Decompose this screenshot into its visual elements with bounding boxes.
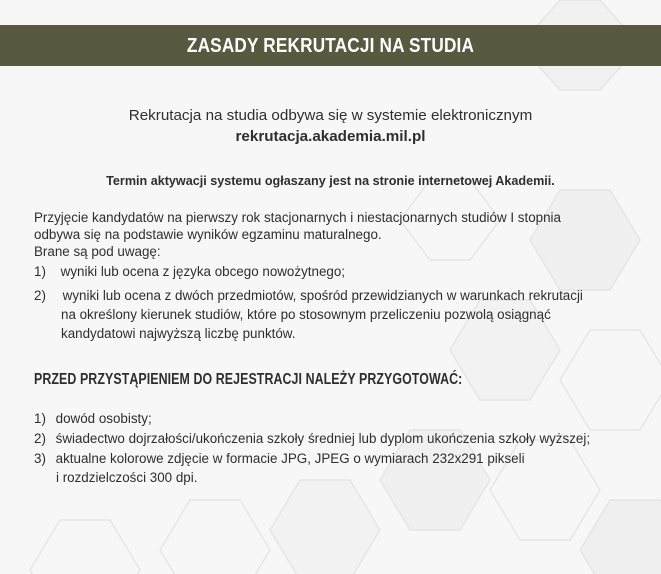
activation-notice: Termin aktywacji systemu ogłaszany jest na stronie internetowej Akademii.	[106, 174, 555, 188]
prepare-list-item	[34, 430, 590, 447]
prepare-list-item	[34, 410, 152, 427]
prepare-list-item-continuation: i rozdzielczości 300 dpi.	[56, 470, 198, 485]
admission-text-line-1: Przyjęcie kandydatów na pierwszy rok stacjonarnych i niestacjonarnych studiów I stopnia	[34, 210, 561, 225]
list-item-text: aktualne kolorowe zdjęcie w formacie JPG, JPEG o wymiarach 232x291 pikseli	[55, 451, 525, 466]
list-item-text: wyniki lub ocena z dwóch przedmiotów, spośród przewidzianych w warunkach rekrutacji	[62, 288, 583, 303]
admission-list-item-continuation: kandydatowi najwyższą liczbę punktów.	[61, 326, 296, 341]
intro-text: Rekrutacja na studia odbywa się w systemie elektronicznym	[128, 107, 533, 124]
admission-list-item	[34, 287, 583, 304]
admission-list-item-continuation: na określony kierunek studiów, które po stosownym przeliczeniu pozwolą osiągnąć	[61, 307, 551, 322]
list-number: 1)	[34, 411, 46, 426]
admission-list-item	[34, 263, 345, 280]
list-number: 3)	[34, 451, 46, 466]
admission-text-line-3: Brane są pod uwagę:	[34, 244, 161, 259]
prepare-list-item	[34, 450, 525, 467]
list-number: 1)	[34, 264, 46, 279]
list-item-text: wyniki lub ocena z języka obcego nowożytnego;	[60, 264, 346, 279]
recruitment-link[interactable]: rekrutacja.akademia.mil.pl	[235, 128, 426, 145]
list-number: 2)	[34, 431, 46, 446]
page-title: ZASADY REKRUTACJI NA STUDIA	[186, 35, 475, 57]
section-heading-prepare: PRZED PRZYSTĄPIENIEM DO REJESTRACJI NALEŻY PRZYGOTOWAĆ:	[34, 371, 463, 388]
list-item-text: dowód osobisty;	[55, 411, 152, 426]
admission-text-line-2: odbywa się na podstawie wyników egzaminu maturalnego.	[34, 227, 382, 242]
list-item-text: świadectwo dojrzałości/ukończenia szkoły średniej lub dyplom ukończenia szkoły wyższej;	[55, 431, 591, 446]
list-number: 2)	[34, 288, 46, 303]
